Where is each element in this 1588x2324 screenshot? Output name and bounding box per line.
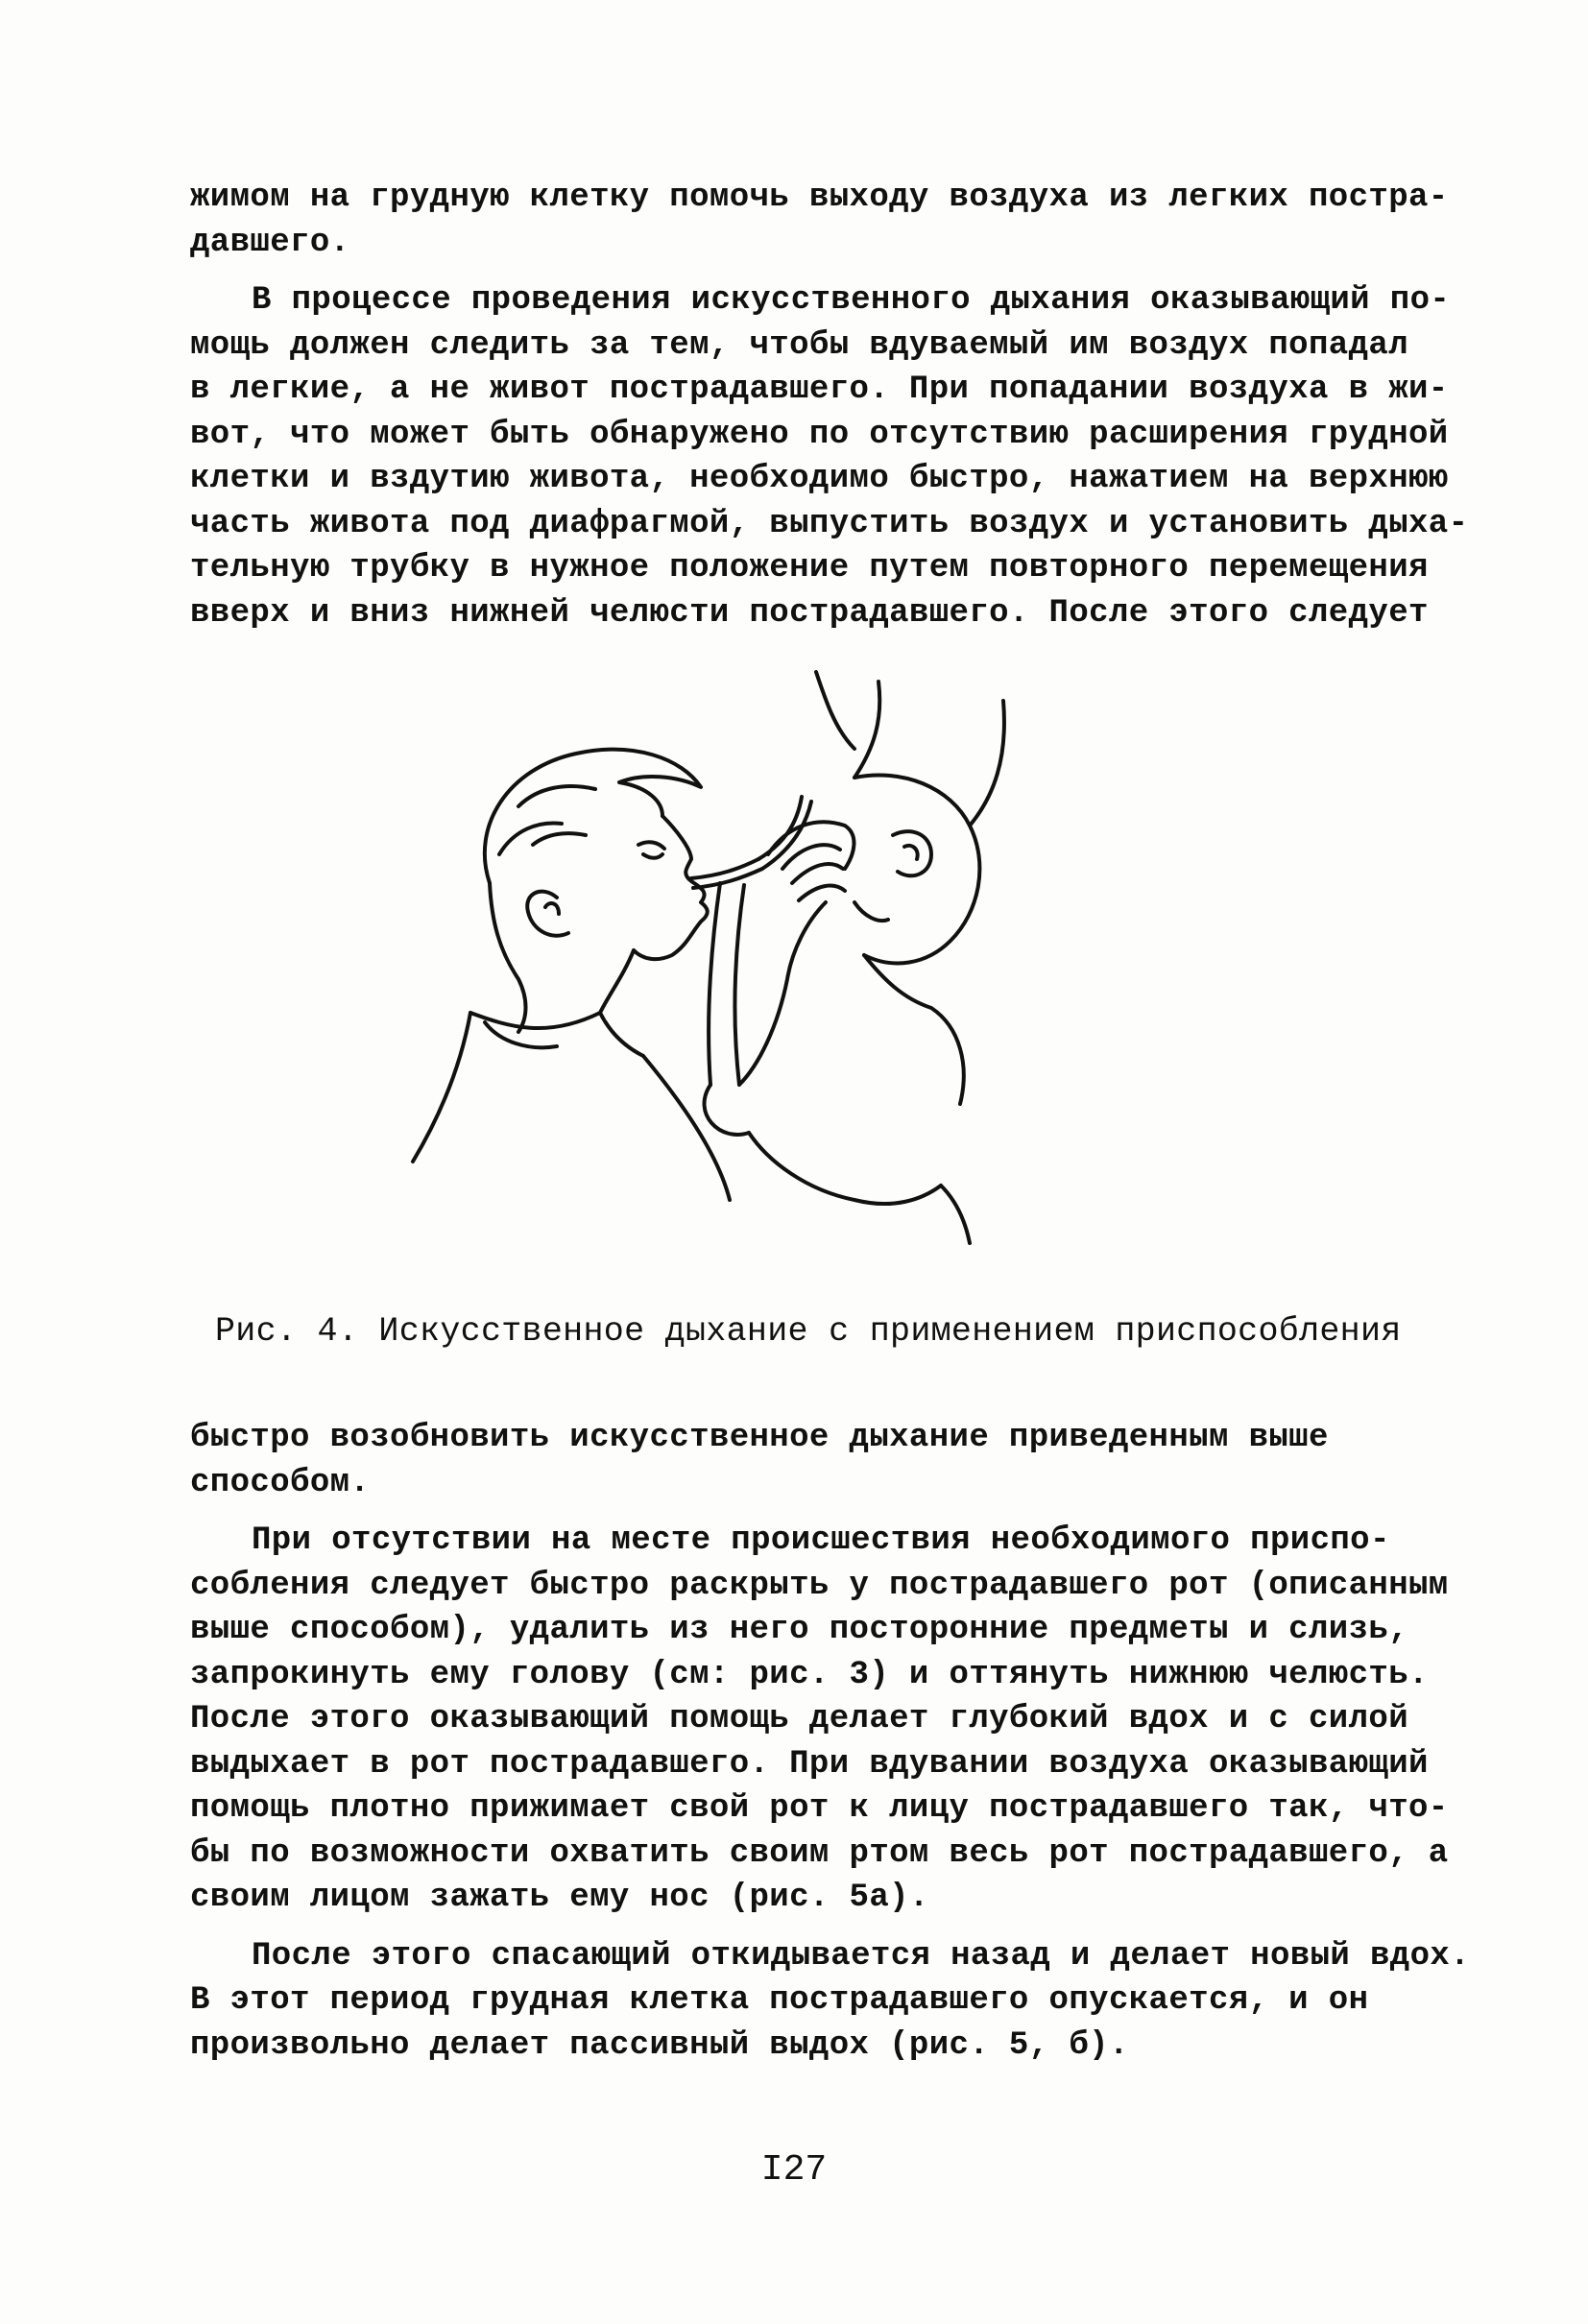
- text-line: жимом на грудную клетку помочь выходу воздуха из легких постра-: [190, 180, 1449, 216]
- text-line: вверх и вниз нижней челюсти пострадавшего. После этого следует: [190, 594, 1429, 632]
- paragraph-continuation: [190, 1416, 1429, 1505]
- text-line: в легкие, а не живот пострадавшего. При попадании воздуха в жи-: [190, 371, 1449, 408]
- text-line: В этот период грудная клетка пострадавшего опускается, и он: [190, 1982, 1369, 2019]
- text-line: помощь плотно прижимает свой рот к лицу пострадавшего так, что-: [190, 1790, 1449, 1827]
- figure-illustration: [403, 662, 1095, 1277]
- text-line: выдыхает в рот пострадавшего. При вдувании воздуха оказывающий: [190, 1745, 1429, 1783]
- paragraph: [190, 1519, 1449, 1921]
- text-line: мощь должен следить за тем, чтобы вдуваемый им воздух попадал: [190, 326, 1409, 364]
- text-line: своим лицом зажать ему нос (рис. 5а).: [190, 1880, 929, 1916]
- paragraph: [190, 1934, 1471, 2069]
- figure-caption: Рис. 4. Искусственное дыхание с применением приспособления: [215, 1312, 1402, 1351]
- text-line: давшего.: [190, 224, 350, 261]
- text-line: запрокинуть ему голову (см: рис. 3) и оттянуть нижнюю челюсть.: [190, 1656, 1429, 1693]
- bottom-text-block: [190, 1416, 1471, 2068]
- text-line: После этого оказывающий помощь делает глубокий вдох и с силой: [190, 1701, 1409, 1737]
- text-line: бы по возможности охватить своим ртом весь рот пострадавшего, а: [190, 1834, 1449, 1872]
- rescue-breathing-illustration: [403, 662, 1095, 1277]
- text-line: произвольно делает пассивный выдох (рис. 5, б).: [190, 2026, 1129, 2064]
- text-line: После этого спасающий откидывается назад и делает новый вдох.: [252, 1937, 1471, 1975]
- text-line: выше способом), удалить из него посторонние предметы и слизь,: [190, 1612, 1409, 1648]
- text-line: часть живота под диафрагмой, выпустить воздух и установить дыха-: [190, 505, 1469, 542]
- page-number: I27: [760, 2149, 828, 2191]
- text-line: способом.: [190, 1464, 371, 1501]
- paragraph: [190, 278, 1469, 635]
- text-line: тельную трубку в нужное положение путем повторного перемещения: [190, 550, 1429, 587]
- text-line: вот, что может быть обнаружено по отсутствию расширения грудной: [190, 416, 1449, 453]
- top-text-block: [190, 176, 1469, 635]
- text-line: При отсутствии на месте происшествия необходимого приспо-: [252, 1522, 1390, 1559]
- text-line: собления следует быстро раскрыть у пострадавшего рот (описанным: [190, 1567, 1449, 1604]
- paragraph-continuation: [190, 176, 1449, 265]
- text-line: клетки и вздутию живота, необходимо быстро, нажатием на верхнюю: [190, 461, 1449, 497]
- text-line: быстро возобновить искусственное дыхание приведенным выше: [190, 1420, 1329, 1456]
- text-line: В процессе проведения искусственного дыхания оказывающий по-: [252, 282, 1451, 319]
